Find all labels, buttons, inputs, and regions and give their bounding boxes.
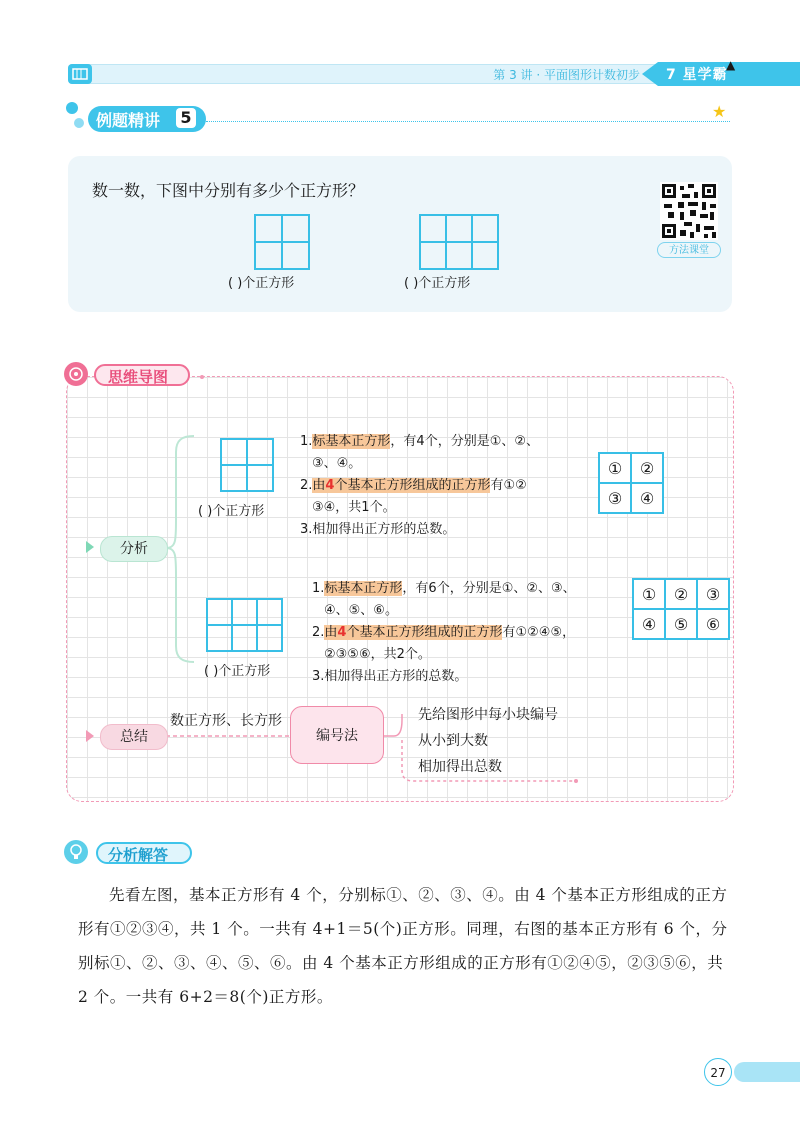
brand-name: 7 星学霸 xyxy=(666,67,728,83)
grid-cell: ④ xyxy=(631,483,663,513)
answer-blank-left: ( )个正方形 xyxy=(228,276,295,291)
fig1-step2: 2.由4个基本正方形组成的正方形有①② xyxy=(300,478,527,493)
fig1-step3: 3.相加得出正方形的总数。 xyxy=(300,522,456,537)
grid-cell: ⑤ xyxy=(665,609,697,639)
analysis-text: 先看左图，基本正方形有 4 个，分别标①、②、③、④。由 4 个基本正方形组成的正方形有①②③④，共 1 个。一共有 4+1＝5(个)正方形。同理，右图的基本正方形有 6 个，分别标①、②、③、④、⑤、⑥。由 4 个基本正方形组成的正方形有①②④⑤，②③⑤⑥，共 2 个。一共有 6+2＝8(个)正方形。 xyxy=(78,886,728,1006)
mindmap-heading: 思维导图 xyxy=(108,368,169,386)
method-node: 编号法 xyxy=(290,706,384,764)
fig2-step2: 2.由4个基本正方形组成的正方形有①②④⑤， xyxy=(312,625,576,640)
grid-cell: ③ xyxy=(697,579,729,609)
fig2-answer-blank: ( )个正方形 xyxy=(204,664,271,679)
qr-label: 方法课堂 xyxy=(657,242,721,258)
grid-cell: ② xyxy=(665,579,697,609)
fig1-step1-cont: ③、④。 xyxy=(312,456,362,471)
grid-cell: ③ xyxy=(599,483,631,513)
method-step: 相加得出总数 xyxy=(418,759,502,775)
fig1-analysis xyxy=(300,431,600,541)
method-step: 先给图形中每小块编号 xyxy=(418,707,558,723)
fig1-answer-blank: ( )个正方形 xyxy=(198,504,265,519)
answer-blank-right: ( )个正方形 xyxy=(404,276,471,291)
grid-cell: ① xyxy=(633,579,665,609)
mindmap-figure-2x2 xyxy=(220,438,274,492)
grid-cell: ① xyxy=(599,453,631,483)
fig1-step1: 1.标基本正方形，有4个，分别是①、②、 xyxy=(300,434,540,449)
fig2-step1-cont: ④、⑤、⑥。 xyxy=(324,603,398,618)
example-heading: 例题精讲 xyxy=(96,111,161,130)
arrow-icon xyxy=(86,541,94,553)
lecture-title: 第 3 讲 · 平面图形计数初步 xyxy=(493,68,640,82)
summary-node: 总结 xyxy=(100,724,168,750)
fig2-step3: 3.相加得出正方形的总数。 xyxy=(312,669,468,684)
fig2-step1: 1.标基本正方形，有6个，分别是①、②、③、 xyxy=(312,581,576,596)
example-number: 5 xyxy=(176,108,196,128)
method-step: 从小到大数 xyxy=(418,733,488,749)
star-icon: ★ xyxy=(712,102,727,121)
fig2-analysis xyxy=(312,578,632,688)
fig2-numbered-grid xyxy=(632,578,730,640)
grid-cell: ② xyxy=(631,453,663,483)
page-number: 27 xyxy=(704,1058,732,1086)
fig1-numbered-grid xyxy=(598,452,664,514)
lightbulb-icon xyxy=(64,840,88,864)
mindmap-figure-3x2 xyxy=(206,598,283,652)
graduation-cap-icon: ▲ xyxy=(726,58,736,72)
grid-cell: ⑥ xyxy=(697,609,729,639)
fig1-step2-cont: ③④，共1个。 xyxy=(312,500,396,515)
example-question: 数一数，下图中分别有多少个正方形？ xyxy=(92,181,365,200)
fig2-step2-cont: ②③⑤⑥，共2个。 xyxy=(324,647,431,662)
analysis-node: 分析 xyxy=(100,536,168,562)
footer-bar xyxy=(734,1062,800,1082)
method-steps xyxy=(418,702,558,780)
analysis-heading: 分析解答 xyxy=(108,846,169,864)
grid-cell: ④ xyxy=(633,609,665,639)
summary-topic: 数正方形、长方形 xyxy=(170,713,282,729)
arrow-icon xyxy=(86,730,94,742)
